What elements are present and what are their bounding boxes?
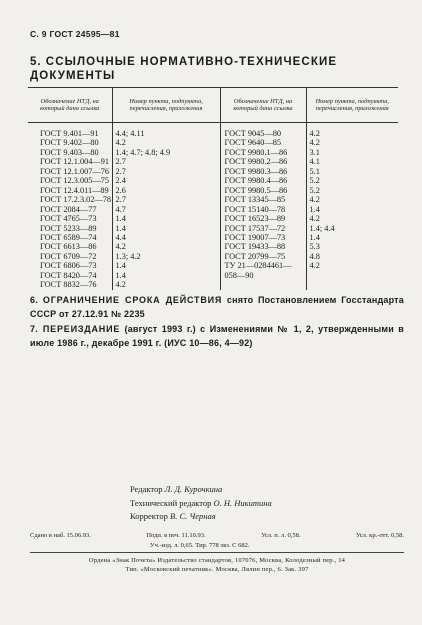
item-ref-left: 2.7 <box>112 157 220 166</box>
ntd-code-left: ГОСТ 8420—74 <box>40 270 97 280</box>
credit-name: О. Н. Никитина <box>213 497 272 508</box>
table-row <box>28 123 398 139</box>
credit-proofreader <box>130 510 272 524</box>
page-header: С. 9 ГОСТ 24595—81 <box>30 29 120 39</box>
item-ref-left: 1.3; 4.2 <box>112 252 220 261</box>
item-ref-left: 4.2 <box>112 280 220 289</box>
col-header-item-left: Номер пункта, подпункта, перечисления, приложения <box>112 88 220 123</box>
section-7-text: (август 1993 г.) с Изменениями № 1, 2, утвержденными в июле 1986 г., декабре 1991 г. (ИУС 10—86, 4—92) <box>30 324 405 348</box>
ntd-code-right: ГОСТ 9980.5—86 <box>220 186 306 195</box>
item-ref-left: 2.7 <box>112 167 220 176</box>
item-ref-left: 2.7 <box>112 195 220 204</box>
publication-info-line-2: Уч.-изд. л. 0,65. Тир. 778 экз. С 682. <box>150 542 250 549</box>
ntd-code-left: ГОСТ 12.1.004—91 <box>40 157 109 167</box>
item-ref-right <box>306 280 398 289</box>
section-6-number: 6. <box>30 295 38 305</box>
section-5-number: 5. <box>30 56 42 68</box>
ntd-code-right: ГОСТ 19433—88 <box>220 242 306 251</box>
ntd-code-right: ГОСТ 9640—85 <box>220 138 306 147</box>
table-row <box>28 186 398 195</box>
item-ref-left: 1.4 <box>112 214 220 223</box>
item-ref-right: 5.1 <box>306 167 398 176</box>
references-table-body <box>28 123 398 290</box>
ntd-code-right: ГОСТ 20799—75 <box>220 252 306 261</box>
section-6-text: снято Постановлением Госстандарта СССР от 27.12.91 № 2235 <box>30 295 404 319</box>
item-ref-left: 4.2 <box>112 242 220 251</box>
table-row <box>28 242 398 251</box>
table-row <box>28 224 398 233</box>
item-ref-right: 4.2 <box>306 214 398 223</box>
color-prints: Усл. кр.-отт. 0,58. <box>355 532 404 539</box>
item-ref-right <box>306 271 398 280</box>
ntd-code-left: ГОСТ 6613—86 <box>40 242 97 252</box>
publisher-line: Ордена «Знак Почета» Издательство стандартов, 107076, Москва, Колодезный пер., 14 <box>88 557 346 564</box>
table-row <box>28 233 398 242</box>
print-sheets: Усл. п. л. 0,58. <box>261 532 301 539</box>
table-row <box>28 205 398 214</box>
item-ref-right: 4.8 <box>306 252 398 261</box>
item-ref-left: 4.2 <box>112 138 220 147</box>
ntd-code-right: ГОСТ 16523—89 <box>220 214 306 223</box>
item-ref-right: 1.4; 4.4 <box>306 224 398 233</box>
item-ref-left: 2.4 <box>112 176 220 185</box>
table-header-row <box>28 88 398 123</box>
ntd-code-right: ГОСТ 17537—72 <box>220 224 306 233</box>
item-ref-left: 1.4 <box>112 224 220 233</box>
item-ref-right: 4.2 <box>306 123 398 139</box>
item-ref-left: 4.7 <box>112 205 220 214</box>
ntd-code-right: ГОСТ 13345—85 <box>220 195 306 204</box>
ntd-code-left: ГОСТ 6806—73 <box>40 261 97 271</box>
credit-role: Редактор <box>130 484 163 494</box>
item-ref-right: 4.1 <box>306 157 398 166</box>
ntd-code-right: ГОСТ 15140—78 <box>220 205 306 214</box>
col-header-ntd-right: Обозначение НТД, на который дана ссылка <box>220 88 306 123</box>
ntd-code-right: 058—90 <box>220 271 306 280</box>
credit-name: Л. Д. Курочкина <box>164 484 223 494</box>
item-ref-left: 4.4 <box>112 233 220 242</box>
references-table <box>28 87 398 290</box>
item-ref-left: 1.4 <box>112 271 220 280</box>
ntd-code-left: ГОСТ 12.4.011—89 <box>40 185 109 195</box>
ntd-code-right: ГОСТ 9980.3—86 <box>220 167 306 176</box>
table-row <box>28 271 398 280</box>
item-ref-right: 5.3 <box>306 242 398 251</box>
credit-tech-editor <box>130 497 272 511</box>
item-ref-right: 4.2 <box>306 138 398 147</box>
credit-role: Корректор <box>130 511 168 521</box>
table-row <box>28 261 398 270</box>
printer-line: Тип. «Московский печатник». Москва, Лялин пер., 6. Зак. 397 <box>125 566 309 573</box>
credits-block <box>130 483 272 524</box>
ntd-code-left: ГОСТ 12.3.005—75 <box>40 176 109 186</box>
divider <box>30 552 404 553</box>
item-ref-left: 2.6 <box>112 186 220 195</box>
ntd-code-left: ГОСТ 4765—73 <box>40 214 97 224</box>
ntd-code-left: ГОСТ 12.1.007—76 <box>40 166 109 176</box>
ntd-code-left: ГОСТ 9.402—80 <box>40 138 99 148</box>
section-7 <box>30 322 404 350</box>
table-row <box>28 214 398 223</box>
table-row <box>28 195 398 204</box>
section-5-title <box>30 55 402 83</box>
ntd-code-right: ГОСТ 9980.1—86 <box>220 148 306 157</box>
ntd-code-left: ГОСТ 9.401—91 <box>40 129 99 138</box>
table-row <box>28 138 398 147</box>
col-header-ntd-left: Обозначение НТД, на который дана ссылка <box>28 88 112 123</box>
credit-editor <box>130 483 272 497</box>
ntd-code-left: ГОСТ 9.403—80 <box>40 147 99 157</box>
ntd-code-right: ТУ 21—0284461— <box>220 261 306 270</box>
ntd-code-left: ГОСТ 5233—89 <box>40 223 97 233</box>
item-ref-right: 5.2 <box>306 176 398 185</box>
ntd-code-right: ГОСТ 9045—80 <box>220 123 306 139</box>
ntd-code-left: ГОСТ 6589—74 <box>40 232 97 242</box>
item-ref-left: 1.4; 4.7; 4.8; 4.9 <box>112 148 220 157</box>
ntd-code-left: ГОСТ 8832—76 <box>40 280 97 290</box>
ntd-code-right <box>220 280 306 289</box>
table-row <box>28 167 398 176</box>
section-7-number: 7. <box>30 324 38 334</box>
table-row <box>28 148 398 157</box>
item-ref-right: 1.4 <box>306 233 398 242</box>
credit-name: В. С. Черная <box>170 511 216 521</box>
item-ref-right: 4.2 <box>306 195 398 204</box>
col-header-item-right: Номер пункта, подпункта, перечисления, приложения <box>306 88 398 123</box>
item-ref-left: 4.4; 4.11 <box>112 123 220 139</box>
credit-role: Технический редактор <box>130 497 212 508</box>
print-date: Подп. в печ. 11.10.93. <box>146 532 206 539</box>
ntd-code-right: ГОСТ 9980.4—86 <box>220 176 306 185</box>
item-ref-right: 3.1 <box>306 148 398 157</box>
section-6 <box>30 293 404 321</box>
item-ref-right: 4.2 <box>306 261 398 270</box>
ntd-code-left: ГОСТ 2084—77 <box>40 204 97 214</box>
ntd-code-right: ГОСТ 19007—73 <box>220 233 306 242</box>
section-6-heading: ОГРАНИЧЕНИЕ СРОКА ДЕЙСТВИЯ <box>42 295 223 305</box>
ntd-code-right: ГОСТ 9980.2—86 <box>220 157 306 166</box>
item-ref-left: 1.4 <box>112 261 220 270</box>
item-ref-right: 1.4 <box>306 205 398 214</box>
typeset-date: Сдано в наб. 15.06.93. <box>30 532 91 539</box>
table-row <box>28 280 398 289</box>
table-row <box>28 176 398 185</box>
ntd-code-left: ГОСТ 17.2.3.02—78 <box>40 195 112 205</box>
ntd-code-left: ГОСТ 6709—72 <box>40 251 97 261</box>
section-5-heading: ССЫЛОЧНЫЕ НОРМАТИВНО-ТЕХНИЧЕСКИЕ ДОКУМЕНТЫ <box>30 56 338 82</box>
table-row <box>28 157 398 166</box>
table-row <box>28 252 398 261</box>
item-ref-right: 5.2 <box>306 186 398 195</box>
section-7-heading: ПЕРЕИЗДАНИЕ <box>42 324 121 334</box>
publication-info <box>30 532 404 539</box>
